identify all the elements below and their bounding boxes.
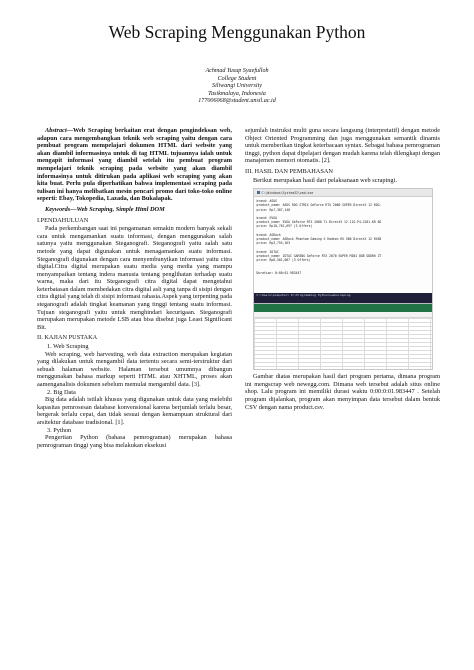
paragraph-python-cont: sejumlah instruksi multi guna secara langsung (interpretatif) dengan metode Object Oriented Programming dan juga menggunakan semantik dinamis untuk memberikan tingkat keterbacaan syntax. Sebagai bahasa pemrograman tinggi, python dapat dipelajari dengan mudah karena telah dilengkapi dengan manajemen memori otomatis. [2]. [245, 127, 440, 165]
terminal-prompt: C:\Users\Computer> D:\Programming Python\webscraping [254, 293, 432, 303]
right-column [245, 127, 440, 411]
subheading-big-data: 2. Big Data [47, 388, 76, 396]
abstract-label: Abstract— [45, 127, 73, 134]
figure-caption: Gambar diatas merupakan hasil dari program pertama, dimana program ini mengscrap web newegg.com. Dimana web tersebut adalah situs online shop. Lalu program ini memiliki durasi waktu 0:00:0:01.983447 . Setelah program dijalankan, program akan menyimpan data tersebut dalam bentuk CSV dengan nama product.csv. [245, 373, 440, 411]
paragraph-python: Pengertian Python (bahasa pemrograman) merupakan bahasa pemrograman tinggi yang bisa melakukan eksekusi [37, 434, 232, 449]
paragraph-web-scraping: Web scraping, web harvesting, web data extraction merupakan kegiatan yang dilakukan untuk mengambil data tertentu secara semi-terstruktur dari sebuah halaman website. Halaman tersebut umumnya dibangun menggunakan bahasa markup seperti HTML atau XHTML, proses akan aamenganalisis dokumen sebelum memulai mengambil data. [3]. [37, 350, 232, 388]
author-institution: Siliwangi University [212, 83, 262, 89]
section-heading-kajian: II. KAJIAN PUSTAKA [37, 334, 98, 342]
paper-title: Web Scraping Menggunakan Python [108, 22, 366, 42]
paragraph-big-data: Big data adalah istilah khusus yang digunakan untuk data yang melebihi kapasitas pemrosesan database konvensional karena berjumlah terlalu besar, bergerak terlalu cepat, dan tidak sesuai dengan kemampuan struktural dari arsitektur database tradisional. [1]. [37, 396, 232, 426]
spreadsheet-toolbar [254, 304, 432, 312]
result-figure [253, 188, 433, 370]
console-window-title: C:\Windows\System32\cmd.exe [261, 190, 314, 195]
author-email: 177006068@student.unsil.ac.id [198, 98, 276, 104]
section-heading-hasil: III. HASIL DAN PEMBAHASAN [245, 167, 333, 175]
author-role: College Student [217, 75, 257, 82]
abstract [37, 127, 232, 203]
author-name: Achmad Yusup Syaefulloh [205, 68, 269, 74]
keywords: Keywords—Web Scraping, Simple Html DOM [45, 205, 165, 213]
console-titlebar [254, 189, 432, 197]
paragraph-pendahuluan: Pada perkembangan saat ini pengamanan semakin modern banyak sekali cara untuk mengamankan suatu informasi, dengan menggunakan salah satunya yaitu menggunakan Steganografi. Steganografi yaitu salah satu metode yang dapat digunakan untuk menagamankan suatu informasi. Steganografi digunakan dengan cara menyembunyikan informasi yaitu citra digital.Citra digital merupakan suatu media yang media yang mampu menyampaikan tentang indera manusia tentang penglihatan terhadap suatu warna, maka dari itu Steganografi citra digital dapat mengetahui keterbatasan dalam membedakan citra digital asli yang tanpa di sisipi dengan citra digital yang telah di sisipi informasi rahasia.Aspek yang terpenting pada steganografi adalah tingkat keamanan yang tinggi tentang suatu informasi. Tujuan steganografi yaitu untuk menghindari kecurigaan. Steganografi merupakan merupakan metode LSB atau bisa disebut juga Least Significant Bit. [37, 225, 232, 331]
author-city: Tasikmalaya, Indonesia [208, 90, 266, 97]
subheading-web-scraping: 1. Web Scraping [47, 343, 89, 351]
abstract-text: Web Scraping berkaitan erat dengan pengindeksan web, adapun cara mengembangkan teknik web scraping yaitu dengan cara pembuat program mempelajari dokumen HTML dari website yang akan diambil informasinya untuk di tag HTML tujuannya ialah untuk mengapit informasi yang diambil setelah itu pembuat program mempelajari teknik scraping pada website yang akan diambil informasinya untuk ditirukan pada aplikasi web scraping yang akan kita buat. Perlu pula diperhatikan bahwa implementasi scraping pada tulisan ini hanya melibatkan mesin pencari promo dari toko-toko online seperti: Ebay, Tokopedia, Lazada, dan Bukalapak. [37, 127, 232, 203]
spreadsheet-grid [254, 318, 432, 369]
section-heading-pendahuluan: I.PENDAHULUAN [37, 216, 89, 224]
left-column [37, 127, 232, 449]
author-block [0, 68, 474, 106]
console-output: brand: ASUS product_name: ASUS ROG STRIX GeForce RTX 2080 SUPER DirectX 12 ROG- price: Rp7,387,140 brand: EVGA product_name: EVGA GeForce RTX 2080 Ti DirectX 12 11G-P4-2281-KR 8G price: Rp18,761,697 (3 Offers) brand: ASRock product_name: ASRock Phantom Gaming X Radeon RX 580 DirectX 12 RX58 price: Rp3,755,163 brand: ZOTAC product_name: ZOTAC GAMING GeForce RTX 2070 SUPER MINI 8GB GDDR6 ZT price: Rp8,501,007 (3 Offers) Duration: 0:00:01.983447 [256, 199, 382, 275]
paragraph-hasil-intro: Berikut merupakan hasil dari pelaksanaan web scrapingi. [253, 176, 397, 184]
subheading-python: 3. Python [47, 426, 72, 434]
console-window-icon [257, 191, 260, 194]
spreadsheet-preview [254, 303, 432, 369]
